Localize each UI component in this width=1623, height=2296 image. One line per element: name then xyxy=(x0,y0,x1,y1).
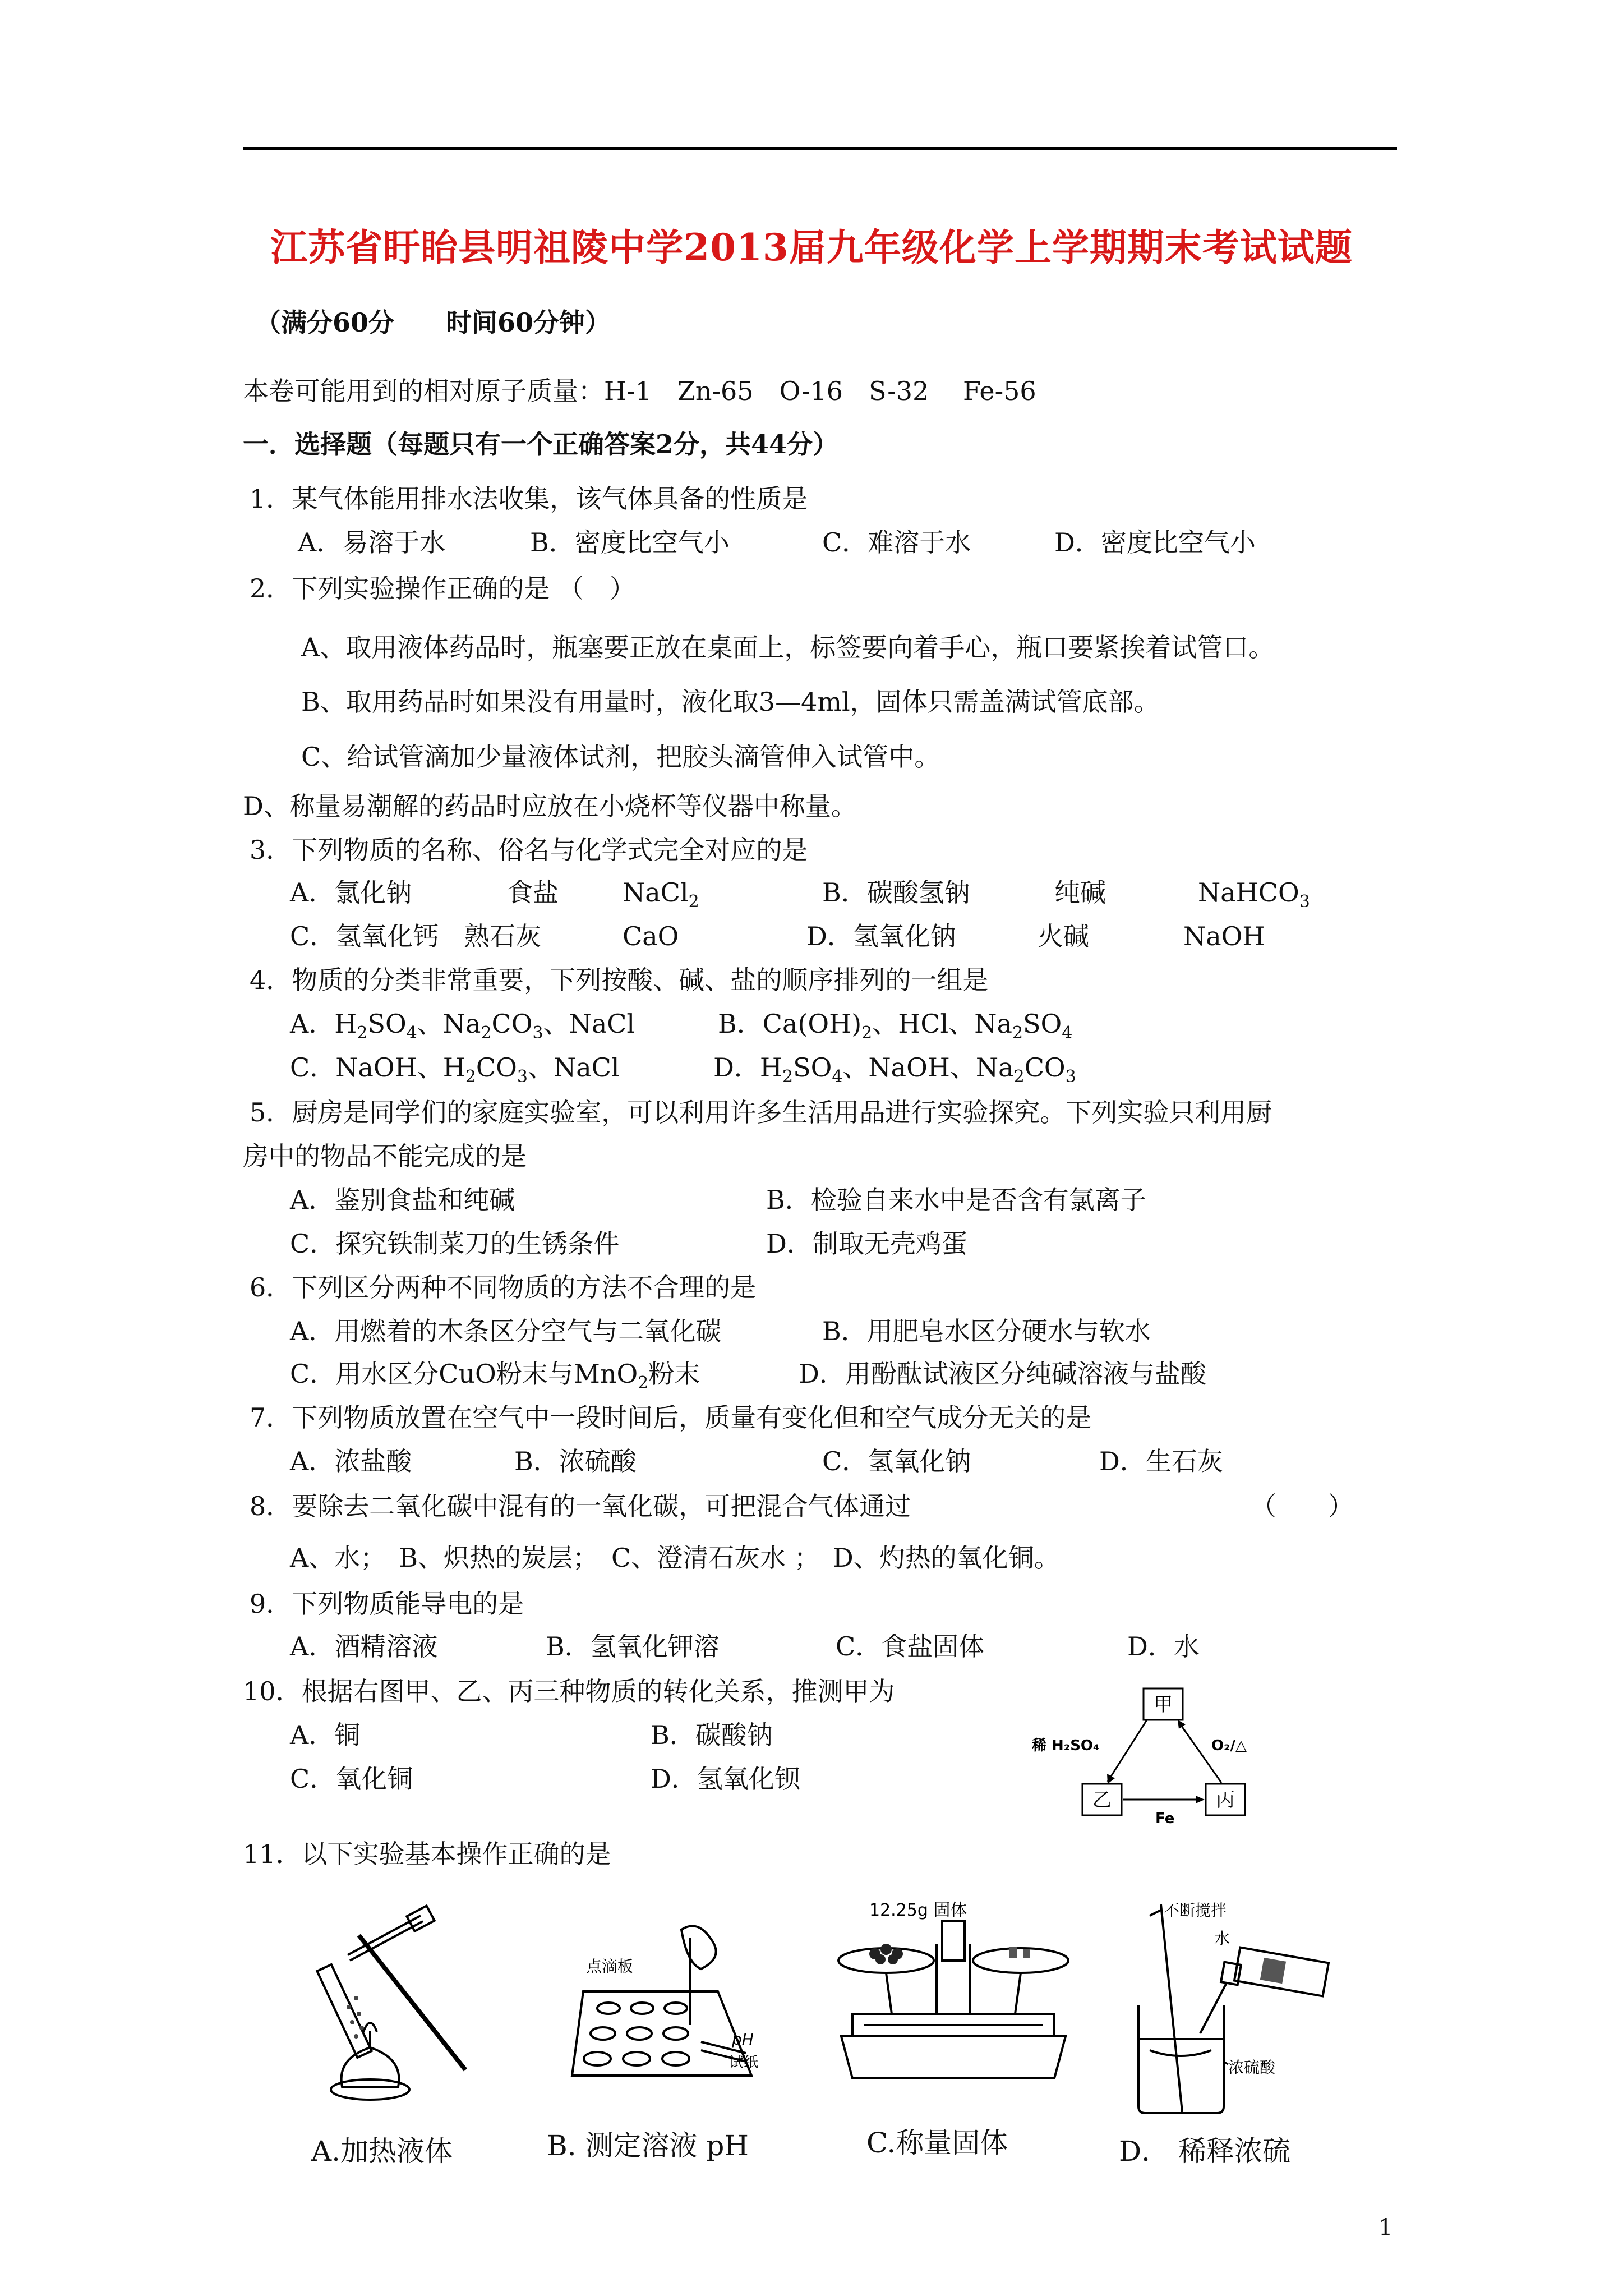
q3-stem: 3．下列物质的名称、俗名与化学式完全对应的是 xyxy=(250,835,808,865)
q1-option-c: C．难溶于水 xyxy=(822,527,971,558)
q3-c-common: 熟石灰 xyxy=(464,921,541,951)
q7-option-a: A．浓盐酸 xyxy=(290,1446,412,1476)
q10-option-b: B．碳酸钠 xyxy=(651,1720,773,1750)
reagent-h2so4: 稀 H₂SO₄ xyxy=(1032,1737,1100,1754)
q9-option-d: D．水 xyxy=(1127,1631,1200,1662)
q3-a-name: A．氯化钠 xyxy=(290,877,412,908)
q5-option-c: C．探究铁制菜刀的生锈条件 xyxy=(290,1228,620,1259)
q9-option-b: B．氢氧化钾溶 xyxy=(546,1631,720,1662)
q3-a-common: 食盐 xyxy=(507,877,559,908)
q10-option-a: A．铜 xyxy=(290,1720,361,1750)
figc-label-solid: 12.25g 固体 xyxy=(869,1901,967,1920)
q3-d-common: 火碱 xyxy=(1038,921,1089,951)
q3-c-name: C．氢氧化钙 xyxy=(290,921,439,951)
q4-option-a: A．$H_2SO_4$、$Na_2CO_3$、NaCl xyxy=(290,1009,635,1043)
q2-option-c: C、给试管滴加少量液体试剂，把胶头滴管伸入试管中。 xyxy=(301,742,940,772)
figure-c-balance xyxy=(830,1893,1077,2095)
q3-b-formula: NaHCO$_3$ xyxy=(1198,877,1310,912)
reagent-fe: Fe xyxy=(1155,1810,1175,1827)
q1-option-d: D．密度比空气小 xyxy=(1054,527,1256,558)
q2-option-a: A、取用液体药品时，瓶塞要正放在桌面上，标签要向着手心，瓶口要紧挨着试管口。 xyxy=(301,632,1275,662)
q2-stem: 2．下列实验操作正确的是 （ ） xyxy=(250,573,635,604)
q3-d-formula: NaOH xyxy=(1183,921,1265,951)
figb-label-test-paper: 试纸 xyxy=(729,2054,759,2071)
label-yi: 乙 xyxy=(1092,1789,1112,1811)
reagent-o2-heat: O₂/△ xyxy=(1211,1737,1247,1754)
q6-stem: 6．下列区分两种不同物质的方法不合理的是 xyxy=(250,1272,757,1303)
q3-a-formula: NaCl$_2$ xyxy=(623,877,699,912)
figure-b-ph-test xyxy=(561,1907,785,2087)
q5-option-a: A．鉴别食盐和纯碱 xyxy=(290,1185,515,1215)
q1-stem: 1．某气体能用排水法收集，该气体具备的性质是 xyxy=(250,484,808,514)
caption-c: C.称量固体 xyxy=(866,2127,1008,2159)
figd-label-water: 水 xyxy=(1214,1929,1230,1948)
caption-b: B. 测定溶液 pH xyxy=(547,2129,749,2162)
q10-option-c: C．氧化铜 xyxy=(290,1764,413,1794)
q5-option-d: D．制取无壳鸡蛋 xyxy=(766,1228,967,1259)
section-heading: 一．选择题（每题只有一个正确答案2分，共44分） xyxy=(243,429,839,459)
q7-stem: 7．下列物质放置在空气中一段时间后，质量有变化但和空气成分无关的是 xyxy=(250,1402,1092,1433)
page-number: 1 xyxy=(1378,2215,1393,2240)
q9-option-c: C．食盐固体 xyxy=(836,1631,985,1662)
q9-stem: 9．下列物质能导电的是 xyxy=(250,1589,524,1619)
caption-a: A.加热液体 xyxy=(311,2135,453,2168)
figure-a-heating-liquid xyxy=(303,1902,505,2115)
q6-option-a: A．用燃着的木条区分空气与二氧化碳 xyxy=(290,1316,722,1346)
figb-label-dropping-plate: 点滴板 xyxy=(586,1957,634,1976)
q7-option-d: D．生石灰 xyxy=(1099,1446,1223,1476)
q7-option-b: B．浓硫酸 xyxy=(514,1446,637,1476)
q1-option-b: B．密度比空气小 xyxy=(530,527,730,558)
q8-stem: 8．要除去二氧化碳中混有的一氧化碳，可把混合气体通过 xyxy=(250,1491,911,1521)
top-rule xyxy=(243,147,1397,150)
q4-option-b: B．$Ca(OH)_2$、HCl、$Na_2SO_4$ xyxy=(718,1009,1073,1043)
q2-option-b: B、取用药品时如果没有用量时，液化取3—4ml，固体只需盖满试管底部。 xyxy=(301,687,1160,717)
q5-stem-line1: 5．厨房是同学们的家庭实验室，可以利用许多生活用品进行实验探究。下列实验只利用厨 xyxy=(250,1097,1272,1128)
label-bing: 丙 xyxy=(1216,1789,1235,1811)
q10-stem: 10．根据右图甲、乙、丙三种物质的转化关系，推测甲为 xyxy=(243,1676,895,1706)
q11-stem: 11．以下实验基本操作正确的是 xyxy=(243,1839,611,1869)
q8-answer-paren: （ ） xyxy=(1251,1491,1354,1521)
q10-conversion-diagram xyxy=(1032,1683,1279,1834)
q7-option-c: C．氢氧化钠 xyxy=(822,1446,971,1476)
q5-stem-line2: 房中的物品不能完成的是 xyxy=(243,1141,527,1171)
figb-label-ph: pH xyxy=(732,2030,754,2049)
q3-b-common: 纯碱 xyxy=(1054,877,1106,908)
q8-options: A、水； B、炽热的炭层； C、澄清石灰水 ； D、灼热的氧化铜。 xyxy=(290,1543,1060,1573)
q3-c-formula: CaO xyxy=(623,921,679,951)
q9-option-a: A．酒精溶液 xyxy=(290,1631,438,1662)
q6-option-d: D．用酚酞试液区分纯碱溶液与盐酸 xyxy=(799,1359,1206,1389)
exam-meta: （满分60分 时间60分钟） xyxy=(255,307,611,338)
atomic-masses: 本卷可能用到的相对原子质量：H-1 Zn-65 O-16 S-32 Fe-56 xyxy=(243,376,1036,406)
q3-d-name: D．氢氧化钠 xyxy=(806,921,956,951)
arrow-jia-to-yi xyxy=(1108,1720,1147,1782)
figd-label-stir: 不断搅拌 xyxy=(1164,1901,1227,1920)
q4-stem: 4．物质的分类非常重要，下列按酸、碱、盐的顺序排列的一组是 xyxy=(250,965,989,995)
q4-option-d: D．$H_2SO_4$、NaOH、$Na_2CO_3$ xyxy=(713,1052,1076,1087)
caption-d: D． 稀释浓硫 xyxy=(1119,2135,1290,2168)
page-title: 江苏省盱眙县明祖陵中学2013届九年级化学上学期期末考试试题 xyxy=(270,226,1353,269)
q2-option-d: D、称量易潮解的药品时应放在小烧杯等仪器中称量。 xyxy=(243,791,857,821)
label-jia: 甲 xyxy=(1154,1694,1173,1716)
q4-option-c: C．NaOH、$H_2CO_3$、NaCl xyxy=(290,1052,620,1087)
figd-label-acid: 浓硫酸 xyxy=(1228,2058,1276,2077)
q10-option-d: D．氢氧化钡 xyxy=(651,1764,800,1794)
figure-d-dilution xyxy=(1116,1893,1352,2118)
q1-option-a: A．易溶于水 xyxy=(298,527,446,558)
arrowhead-bing xyxy=(1196,1796,1205,1803)
q3-b-name: B．碳酸氢钠 xyxy=(822,877,970,908)
q6-option-b: B．用肥皂水区分硬水与软水 xyxy=(822,1316,1151,1346)
q5-option-b: B．检验自来水中是否含有氯离子 xyxy=(766,1185,1146,1215)
q6-option-c: C．用水区分CuO粉末与MnO$_2$粉末 xyxy=(290,1359,700,1393)
